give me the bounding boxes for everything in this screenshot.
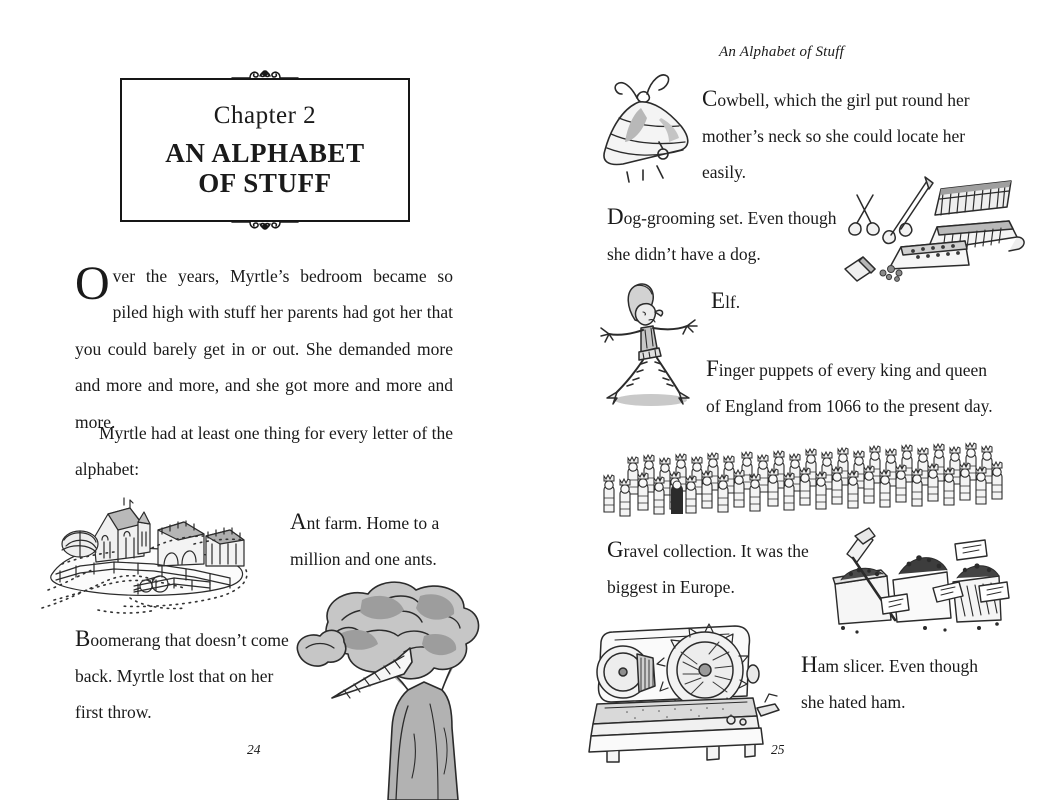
kings-and-queens-row-illustration: [597, 440, 1007, 516]
entry-initial-cap: C: [702, 86, 718, 111]
entry-ham-slicer: [801, 648, 996, 720]
opening-paragraph-text: ver the years, Myrtle’s bedroom became so piled high with stuff her parents had got her that you could barely get in or out. She demanded more and more and more, and she got more and more and more.: [75, 266, 453, 432]
entry-text: ravel collection. It was the biggest in Europe.: [607, 541, 809, 598]
chapter-title: [165, 138, 364, 198]
right-page: [521, 0, 1042, 800]
entry-text: owbell, which the girl put round her mother’s neck so she could locate her easily.: [702, 90, 970, 183]
entry-gravel-collection: [607, 533, 832, 605]
entry-elf: [711, 284, 831, 320]
entry-text: nt farm. Home to a million and one ants.: [290, 513, 440, 570]
opening-paragraph: [75, 258, 453, 440]
chapter-title-box: [120, 78, 410, 222]
dog-grooming-set-illustration: [841, 165, 1031, 283]
entry-text: am slicer. Even though she hated ham.: [801, 656, 979, 713]
alphabet-intro-paragraph: Myrtle had at least one thing for every letter of the alphabet:: [75, 423, 453, 480]
page-number-left: 24: [247, 742, 261, 757]
entry-initial-cap: G: [607, 537, 624, 562]
chapter-number: Chapter 2: [213, 101, 317, 129]
entry-initial-cap: E: [711, 288, 726, 313]
ant-farm-village-illustration: [34, 478, 260, 618]
page-number-right: 25: [771, 742, 785, 757]
chapter-title-line-1: AN ALPHABET: [165, 137, 365, 168]
running-head: An Alphabet of Stuff: [719, 44, 844, 60]
ham-slicer-illustration: [557, 612, 785, 762]
cowbell-illustration: [589, 62, 699, 190]
entry-initial-cap: F: [706, 356, 719, 381]
drop-cap-letter: O: [75, 257, 110, 310]
entry-initial-cap: D: [607, 204, 624, 229]
entry-ant-farm: [290, 505, 460, 577]
tree-with-boomerang-illustration: [292, 578, 492, 800]
entry-boomerang: [75, 622, 290, 730]
entry-initial-cap: A: [290, 509, 307, 534]
entry-dog-grooming-set: [607, 200, 847, 272]
entry-text: inger puppets of every king and queen of England from 1066 to the present day.: [706, 360, 993, 417]
entry-initial-cap: H: [801, 652, 818, 677]
entry-text: oomerang that doesn’t come back. Myrtle lost that on her first throw.: [75, 630, 289, 723]
gravel-collection-illustration: [829, 524, 1009, 636]
chapter-title-line-2: OF STUFF: [198, 168, 332, 198]
elf-illustration: [595, 278, 705, 410]
entry-text: og-grooming set. Even though she didn’t have a dog.: [607, 208, 837, 265]
entry-text: lf.: [725, 292, 741, 312]
entry-initial-cap: B: [75, 626, 91, 651]
chapter-heading-block: [120, 78, 410, 222]
entry-finger-puppets: [706, 352, 996, 424]
